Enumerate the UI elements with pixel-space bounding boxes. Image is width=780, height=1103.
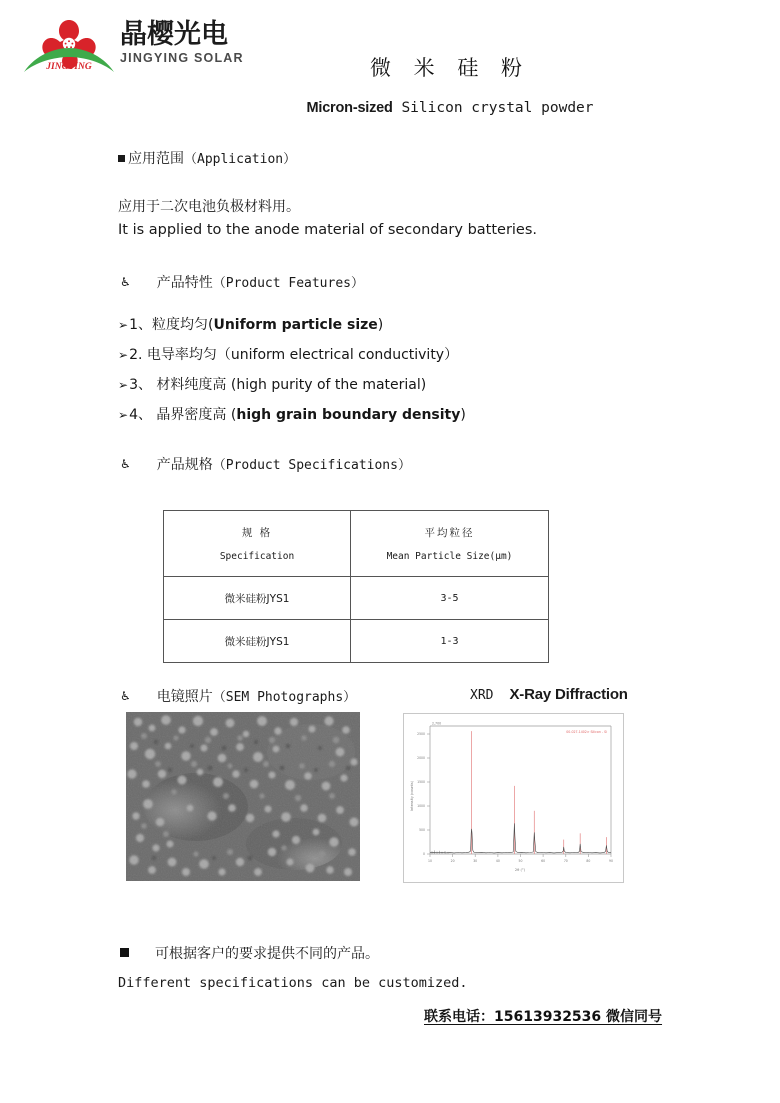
feature-paren-open: ( bbox=[226, 377, 237, 393]
footer-note-cn-row bbox=[120, 943, 379, 963]
features-heading-en: （Product Features） bbox=[212, 276, 364, 291]
logo-mark-word: JINGYING bbox=[46, 62, 92, 72]
page-title-en-bold: Micron-sized bbox=[306, 100, 393, 116]
chart-legend-label: 00-027-1402> Silicon - Si bbox=[566, 730, 607, 734]
feature-text-cn: 电导率均匀 bbox=[142, 347, 217, 363]
section-heading-application bbox=[118, 148, 296, 168]
cell-particle-size: 3-5 bbox=[351, 577, 549, 620]
measured-trace bbox=[430, 824, 611, 853]
application-text-en: It is applied to the anode material of secondary batteries. bbox=[118, 222, 538, 238]
company-logo bbox=[22, 16, 252, 78]
y-tick-label: 0 bbox=[423, 852, 425, 857]
page-title-cn: 微 米 硅 粉 bbox=[369, 56, 531, 80]
column-header-en: Mean Particle Size(μm) bbox=[386, 551, 513, 562]
section-heading-specifications bbox=[120, 454, 411, 474]
x-tick-label: 10 bbox=[428, 859, 432, 863]
document-header bbox=[0, 0, 780, 130]
feature-text-cn: 材料纯度高 bbox=[151, 377, 227, 393]
x-tick-label: 20 bbox=[450, 859, 455, 863]
table-header-row bbox=[164, 511, 549, 577]
x-tick-label: 30 bbox=[473, 859, 478, 863]
feature-index: 2. bbox=[129, 347, 143, 363]
table-header bbox=[164, 511, 549, 577]
footer-note-cn: 可根据客户的要求提供不同的产品。 bbox=[155, 946, 379, 962]
specifications-heading-en: （Product Specifications） bbox=[212, 458, 411, 473]
sem-heading-cn: 电镜照片 bbox=[156, 689, 213, 705]
list-item bbox=[118, 400, 678, 430]
table-row bbox=[164, 577, 549, 620]
list-item bbox=[118, 370, 678, 400]
feature-paren-open: ( bbox=[226, 407, 237, 423]
headphone-icon: ♿ bbox=[120, 275, 131, 289]
arrow-bullet-icon: ➢ bbox=[118, 318, 129, 332]
feature-paren-close: ) bbox=[460, 407, 466, 423]
features-list bbox=[118, 310, 678, 430]
arrow-bullet-icon: ➢ bbox=[118, 348, 129, 362]
x-tick-label: 50 bbox=[518, 859, 523, 863]
application-heading-cn: 应用范围 bbox=[128, 151, 184, 167]
feature-paren-open: ( bbox=[207, 317, 214, 333]
column-header-cn: 规 格 bbox=[241, 527, 273, 539]
sem-photograph bbox=[126, 712, 360, 881]
column-header-cn: 平均粒径 bbox=[424, 527, 475, 539]
application-heading-en: （Application） bbox=[184, 152, 297, 167]
xrd-chart bbox=[403, 713, 624, 883]
feature-paren-close: ) bbox=[377, 317, 384, 333]
specifications-table bbox=[163, 510, 549, 663]
application-text-cn: 应用于二次电池负极材料用。 bbox=[118, 199, 300, 215]
footer-note-en: Different specifications can be customized. bbox=[118, 975, 468, 991]
cell-particle-size: 1-3 bbox=[351, 620, 549, 663]
xrd-title-label: X-Ray Diffraction bbox=[509, 686, 628, 703]
section-heading-sem bbox=[120, 686, 356, 706]
feature-text-en: high purity of the material bbox=[236, 377, 421, 393]
list-item bbox=[118, 340, 678, 370]
square-bullet-icon bbox=[118, 155, 125, 162]
table-body bbox=[164, 577, 549, 663]
features-heading-cn: 产品特性 bbox=[156, 275, 213, 291]
x-tick-label: 40 bbox=[495, 859, 500, 863]
cell-specification: 微米硅粉JYS1 bbox=[164, 577, 351, 620]
feature-paren-close: ） bbox=[444, 347, 459, 363]
section-heading-features bbox=[120, 272, 364, 292]
sem-photograph-image bbox=[126, 712, 360, 881]
y-tick-label: 500 bbox=[419, 828, 425, 833]
xrd-tag-label: XRD bbox=[470, 688, 494, 703]
arrow-bullet-icon: ➢ bbox=[118, 378, 129, 392]
page-title-en-rest: Silicon crystal powder bbox=[392, 100, 594, 116]
table-row bbox=[164, 620, 549, 663]
feature-text-en: uniform electrical conductivity bbox=[230, 347, 445, 363]
sem-heading-en: （SEM Photographs） bbox=[212, 690, 357, 705]
y-tick-label: 1000 bbox=[417, 804, 425, 809]
logo-company-name-cn: 晶樱光电 bbox=[120, 19, 228, 50]
y-axis-max-label: 2,700 bbox=[432, 721, 442, 726]
contact-phone: 联系电话：15613932536 微信同号 bbox=[424, 1009, 663, 1025]
feature-text-en: Uniform particle size bbox=[213, 317, 378, 333]
column-header-en: Specification bbox=[219, 551, 295, 562]
y-tick-label: 2000 bbox=[417, 756, 425, 761]
cell-specification: 微米硅粉JYS1 bbox=[164, 620, 351, 663]
table-header-cell-particle-size bbox=[351, 511, 549, 577]
table-header-cell-specification bbox=[164, 511, 351, 577]
y-axis-title: Intensity (counts) bbox=[410, 781, 414, 811]
headphone-icon: ♿ bbox=[120, 457, 131, 471]
section-heading-xrd bbox=[470, 686, 628, 703]
x-tick-label: 60 bbox=[541, 859, 546, 863]
x-tick-label: 70 bbox=[563, 859, 568, 863]
specifications-heading-cn: 产品规格 bbox=[156, 457, 213, 473]
x-tick-label: 90 bbox=[609, 859, 613, 863]
x-axis-title: 2θ (°) bbox=[514, 868, 526, 872]
feature-index: 4、 bbox=[129, 407, 152, 423]
xrd-chart-plot bbox=[404, 714, 621, 880]
feature-paren-open: （ bbox=[216, 347, 231, 363]
headphone-icon: ♿ bbox=[120, 689, 131, 703]
reference-pattern bbox=[472, 731, 607, 854]
feature-index: 3、 bbox=[129, 377, 152, 393]
y-tick-label: 1500 bbox=[417, 780, 425, 785]
feature-text-cn: 晶界密度高 bbox=[151, 407, 227, 423]
feature-paren-close: ) bbox=[420, 377, 427, 393]
feature-text-en: high grain boundary density bbox=[236, 407, 461, 423]
arrow-bullet-icon: ➢ bbox=[118, 408, 129, 422]
flower-logo-icon bbox=[22, 16, 116, 78]
feature-index: 1、 bbox=[129, 317, 152, 333]
square-bullet-icon bbox=[120, 948, 129, 957]
feature-text-cn: 粒度均匀 bbox=[151, 317, 208, 333]
logo-company-name-en: JINGYING SOLAR bbox=[120, 51, 244, 65]
page-title-en bbox=[230, 100, 670, 116]
list-item bbox=[118, 310, 678, 340]
x-tick-label: 80 bbox=[586, 859, 591, 863]
y-tick-label: 2500 bbox=[417, 732, 425, 737]
